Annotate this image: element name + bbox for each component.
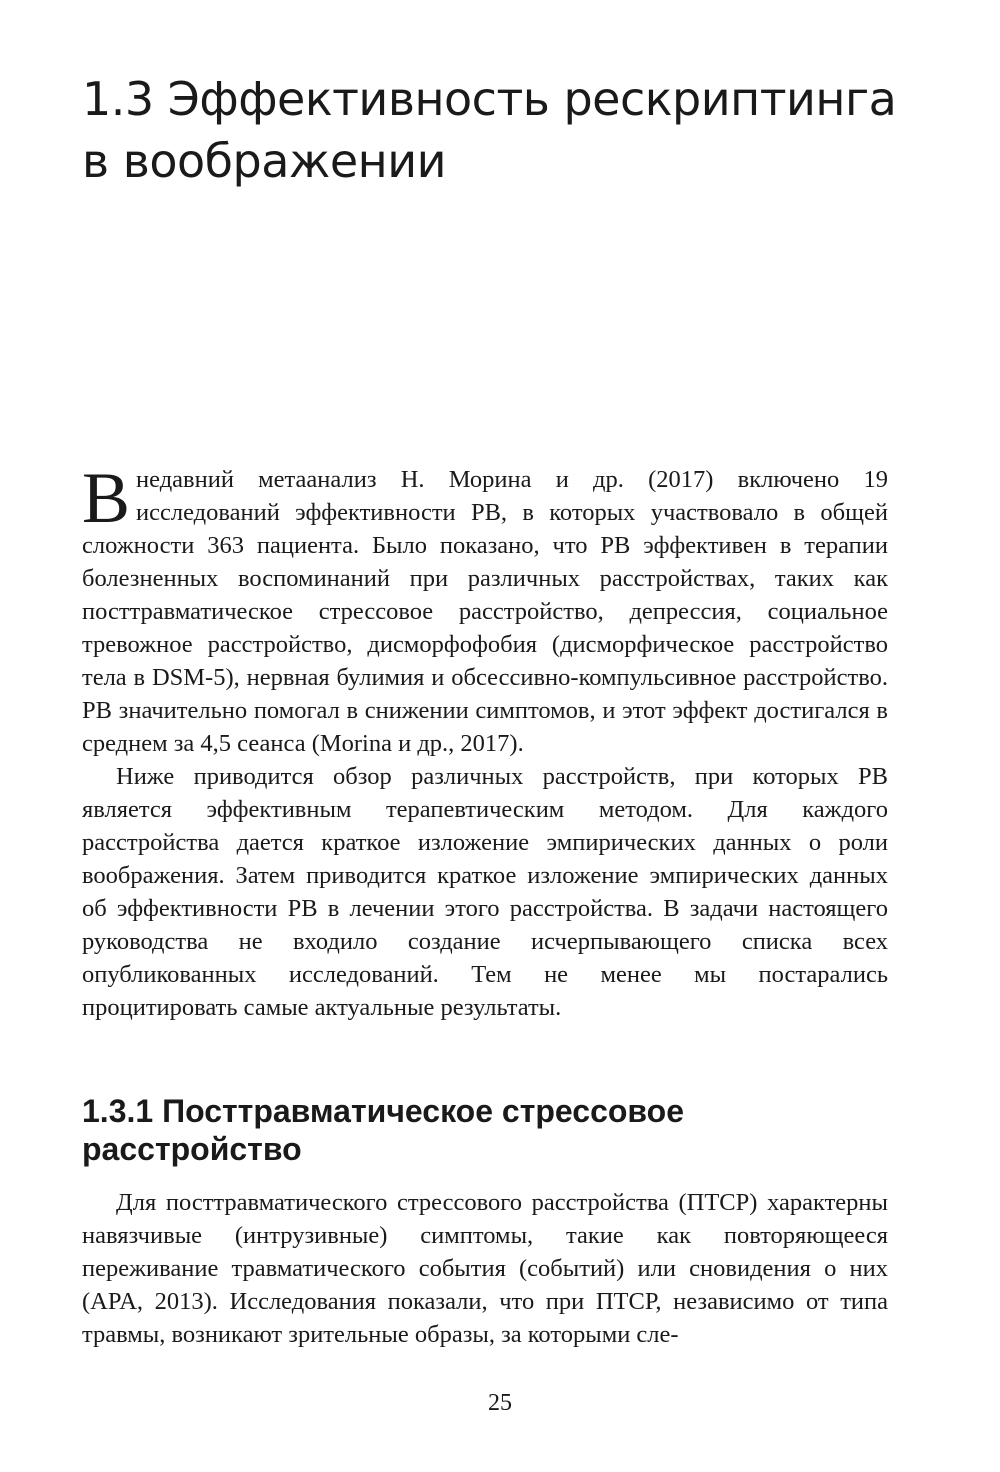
intro-paragraph-1-text: недавний метаанализ Н. Морина и др. (2017) включено 19 исследований эффективности РВ, в которых участвовало в общей сложности 363 пациента. Было показано, что РВ эффективен в терапии болезненных воспоминаний при различных расстройствах, таких как посттравматическое стрессовое расстройство, депрессия, социальное тревожное расстройство, дисморфофобия (дисморфическое расстройство тела в DSM-5), нервная булимия и обсессивно-компульсивное расстройство. РВ значительно помогал в снижении симптомов, и этот эффект достигался в среднем за 4,5 сеанса (Morina и др., 2017). [82, 466, 888, 757]
section-paragraph-1: Для посттравматического стрессового расстройства (ПТСР) характерны навязчивые (интрузивные) симптомы, такие как повторяющееся переживание травматического события (событий) или сновидения о них (APA, 2013). Исследования показали, что при ПТСР, независимо от типа травмы, возникают зрительные образы, за которыми сле- [82, 1189, 888, 1348]
intro-text [82, 458, 888, 1024]
chapter-title: 1.3 Эффективность рескриптинга в воображении [82, 72, 897, 188]
section-text [82, 1186, 888, 1351]
section-title: 1.3.1 Посттравматическое стрессовое расстройство [82, 1093, 685, 1167]
drop-cap: В [82, 458, 131, 538]
intro-paragraph-1 [82, 458, 888, 760]
page-number: 25 [488, 1390, 512, 1416]
intro-paragraph-2: Ниже приводится обзор различных расстройств, при которых РВ является эффективным терапевтическим методом. Для каждого расстройства дается краткое изложение эмпирических данных о роли воображения. Затем приводится краткое изложение эмпирических данных об эффективности РВ в лечении этого расстройства. В задачи настоящего руководства не входило создание исчерпывающего списка всех опубликованных исследований. Тем не менее мы постарались процитировать самые актуальные результаты. [82, 763, 888, 1021]
